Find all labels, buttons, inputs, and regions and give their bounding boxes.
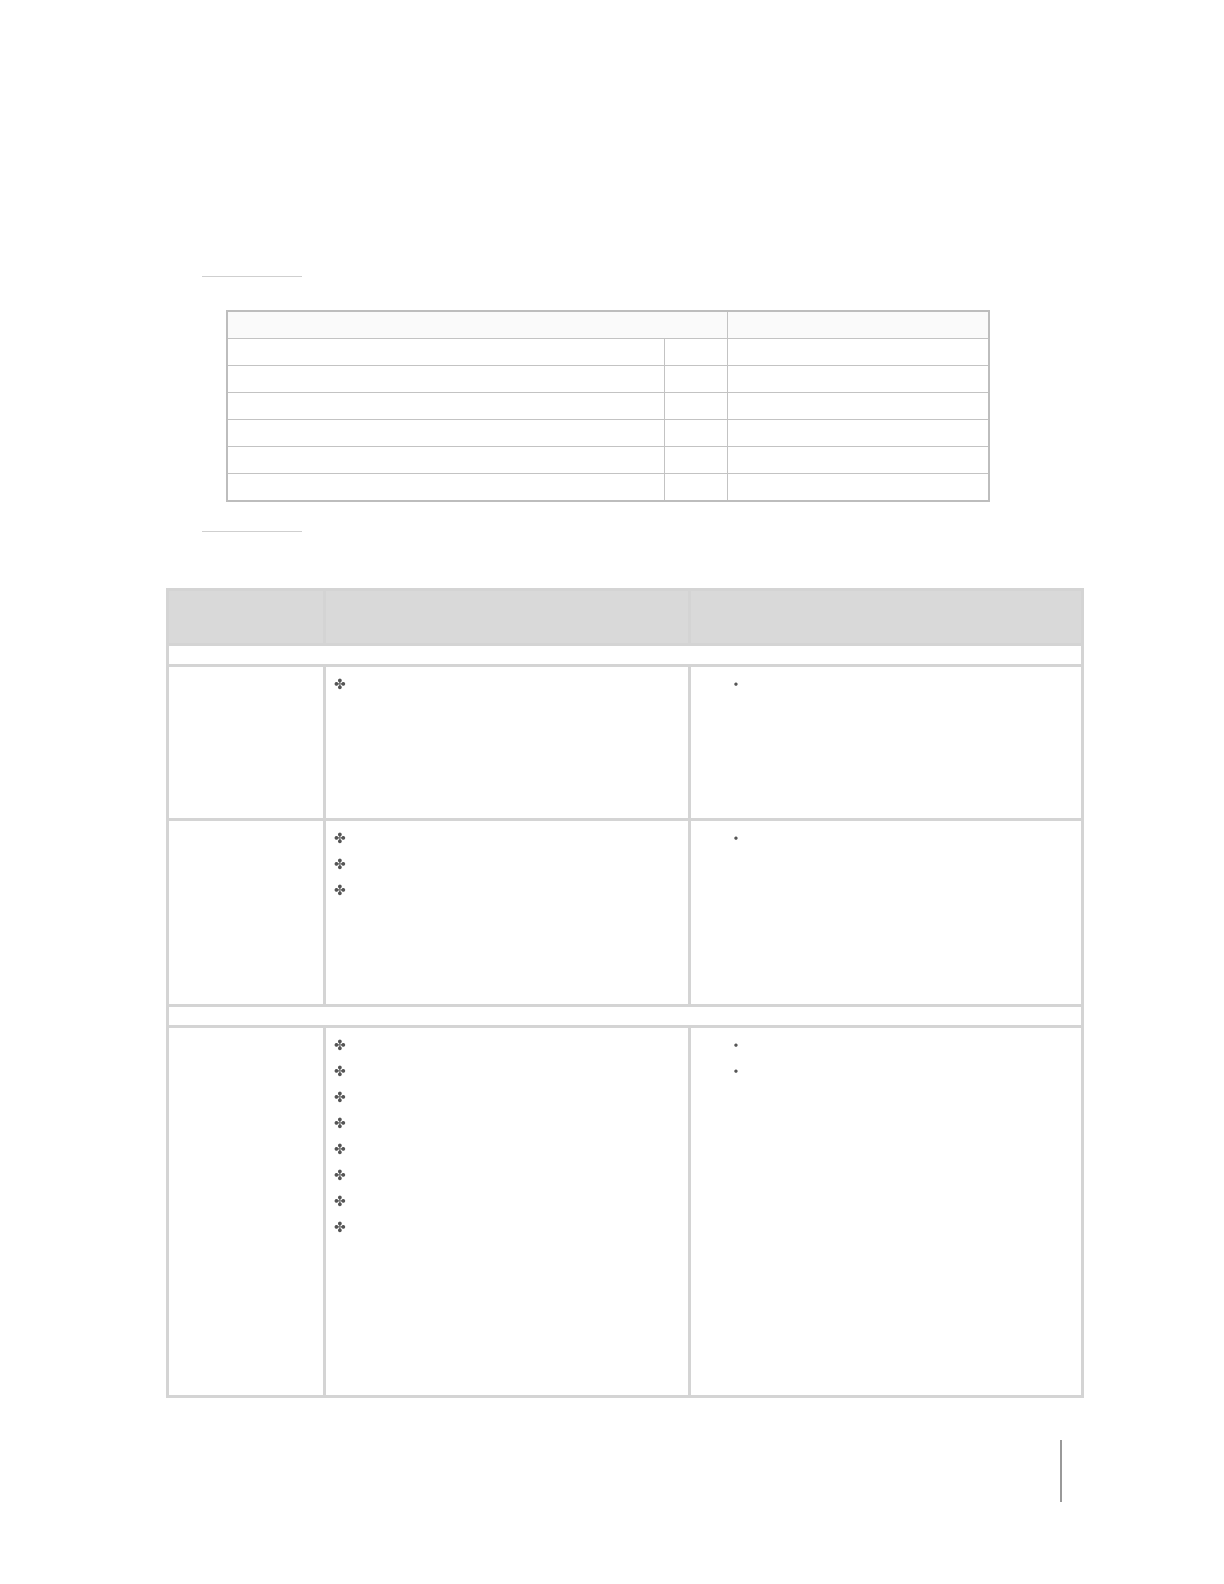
references-cell [690,666,1083,820]
grading-row [227,447,989,474]
reference-item [699,673,1073,699]
content-table [166,588,1084,1398]
date-cell [168,666,325,820]
grading-criterion [227,420,665,447]
bullet-diamond-icon: ✤ [334,1065,346,1080]
session-date [177,1084,315,1110]
date-cell [168,820,325,1006]
grading-criterion [227,339,665,366]
session-date [177,723,315,749]
bullet-icon: • [733,1039,739,1054]
topics-cell [325,820,690,1006]
section-number [166,513,188,532]
grading-row [227,420,989,447]
grading-criterion [227,393,665,420]
section-number [166,258,188,277]
section-title [202,258,302,277]
section-evaluation [166,258,302,277]
grading-table [226,310,990,502]
bullet-diamond-icon: ✤ [334,1195,346,1210]
bullet-diamond-icon: ✤ [334,1169,346,1184]
topic-item [334,1190,680,1216]
references-cell [690,1027,1083,1397]
session-date [177,1034,315,1060]
section-title [202,513,302,532]
grading-row [227,393,989,420]
topics-cell [325,666,690,820]
bullet-diamond-icon: ✤ [334,678,346,693]
topic-item [334,1112,680,1138]
grading-weight [665,447,728,474]
grading-criterion [227,474,665,502]
bullet-diamond-icon: ✤ [334,1091,346,1106]
topic-item [334,1060,680,1086]
date-cell [168,1027,325,1397]
table-row [168,820,1083,1006]
grading-weight [665,393,728,420]
grading-criterion [227,447,665,474]
grading-row [227,474,989,502]
document-header [0,96,1224,114]
grading-row [227,366,989,393]
grading-date [728,366,990,393]
grading-weight [665,366,728,393]
reference-item [699,1060,1073,1086]
bullet-diamond-icon: ✤ [334,1039,346,1054]
topic-item [334,1086,680,1112]
grading-weight [665,420,728,447]
grading-header-date [728,311,990,339]
grading-date [728,420,990,447]
bullet-icon: • [733,1065,739,1080]
grading-weight [665,339,728,366]
topic-item [334,853,680,879]
topic-item [334,879,680,905]
session-date [177,827,315,853]
bullet-icon: • [733,678,739,693]
header-topics [325,590,690,645]
reference-item [699,827,1073,853]
grading-date [728,339,990,366]
bullet-icon: • [733,832,739,847]
topics-cell [325,1027,690,1397]
topic-item [334,827,680,853]
bullet-diamond-icon: ✤ [334,1117,346,1132]
content-table-title [0,540,1224,558]
unit-title [168,645,1083,666]
bullet-diamond-icon: ✤ [334,858,346,873]
grading-date [728,474,990,502]
session-date [177,673,315,699]
topic-item [334,673,680,699]
unit-title-row [168,1006,1083,1027]
grading-date [728,447,990,474]
page-number [0,1444,1224,1460]
topic-item [334,1216,680,1242]
header-date [168,590,325,645]
bullet-diamond-icon: ✤ [334,1221,346,1236]
section-contents [166,513,302,532]
topic-item [334,1034,680,1060]
logo-line [1066,1452,1170,1464]
logo-line [1066,1474,1170,1486]
unit-title-row [168,645,1083,666]
grading-date [728,393,990,420]
header-references [690,590,1083,645]
unit-title [168,1006,1083,1027]
references-cell [690,820,1083,1006]
intro-paragraph [206,150,1046,200]
table-row [168,1027,1083,1397]
bullet-diamond-icon: ✤ [334,884,346,899]
bullet-diamond-icon: ✤ [334,832,346,847]
grading-criterion [227,366,665,393]
topic-item [334,1138,680,1164]
reference-item [699,1034,1073,1060]
session-date [177,877,315,903]
grading-row [227,339,989,366]
logo-line [1066,1440,1170,1452]
topic-item [334,1164,680,1190]
grading-weight [665,474,728,502]
table-row [168,666,1083,820]
bullet-diamond-icon: ✤ [334,1143,346,1158]
grading-header-criterion [227,311,728,339]
institution-logo [1060,1440,1170,1502]
